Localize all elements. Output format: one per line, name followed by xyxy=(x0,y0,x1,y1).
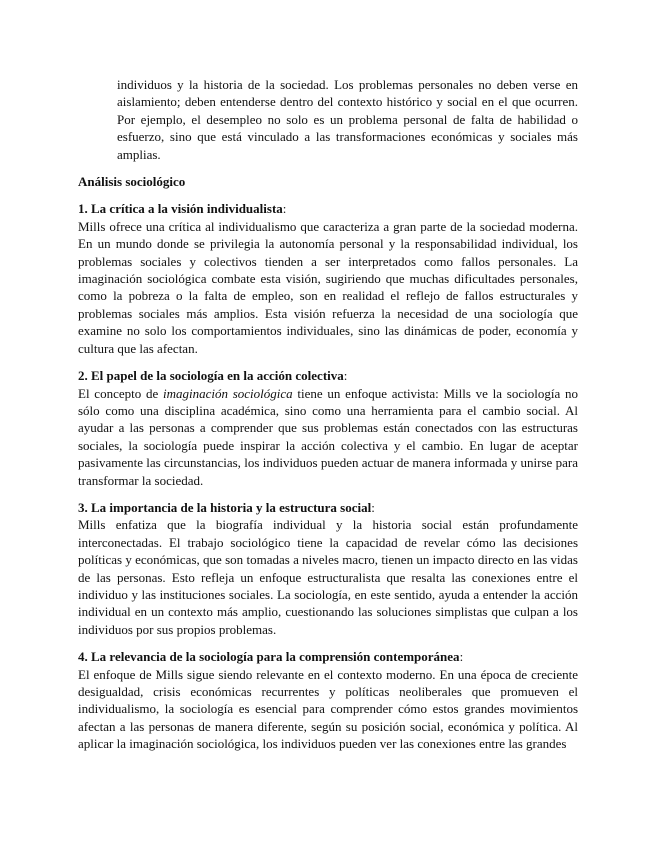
subsection-4-paragraph: El enfoque de Mills sigue siendo relevante en el contexto moderno. En una época de creciente desigualdad, crisis económicas recurrentes y políticas neoliberales que promueven el individualismo, la sociología es esencial para comprender cómo estos grandes movimientos afectan a las personas de manera diferente, según su posición social, económica y política. Al aplicar la imaginación sociológica, los individuos pueden ver las conexiones entre las grandes xyxy=(78,666,578,752)
subsection-3-paragraph: Mills enfatiza que la biografía individual y la historia social están profundamente interconectadas. El trabajo sociológico tiene la capacidad de revelar cómo las decisiones políticas y económicas, que son tomadas a niveles macro, tienen un impacto directo en las vidas de las personas. Esto refleja un enfoque estructuralista que resalta las conexiones entre el individuo y las instituciones sociales. La sociología, en este sentido, ayuda a entender la acción individual en un contexto más amplio, cuestionando las soluciones simplistas que culpan a los individuos por sus propios problemas. xyxy=(78,517,578,637)
subsection-2-heading xyxy=(78,367,578,384)
subsection-4-heading xyxy=(78,648,578,665)
subsection-2-text-after: tiene un enfoque activista: Mills ve la sociología no sólo como una disciplina académica, sino como una herramienta para el cambio social. Al ayudar a las personas a comprender que sus problemas están conectados con las estructuras sociales, la sociología puede inspirar la acción colectiva y el cambio. En lugar de aceptar pasivamente las circunstancias, los individuos pueden actuar de manera informada y unirse para transformar la sociedad. xyxy=(78,385,578,488)
intro-continuation-paragraph: individuos y la historia de la sociedad. Los problemas personales no deben verse en aislamiento; deben entenderse dentro del contexto histórico y social en el que ocurren. Por ejemplo, el desempleo no solo es un problema personal de falta de habilidad o esfuerzo, sino que está vinculado a las transformaciones económicas y sociales más amplias. xyxy=(117,77,578,162)
subsection-2-text-italic: imaginación sociológica xyxy=(162,385,293,401)
subsection-2-paragraph xyxy=(78,385,578,489)
subsection-4-heading-text: 4. La relevancia de la sociología para la comprensión contemporánea xyxy=(78,649,460,665)
subsection-3-heading-colon: : xyxy=(371,499,375,515)
subsection-3-heading xyxy=(78,499,578,516)
subsection-1-heading-colon: : xyxy=(282,201,287,217)
subsection-3-heading-text: 3. La importancia de la historia y la estructura social xyxy=(78,499,372,515)
subsection-2-heading-colon: : xyxy=(343,368,348,384)
subsection-2-heading-text: 2. El papel de la sociología en la acción colectiva xyxy=(78,368,344,384)
subsection-1-paragraph: Mills ofrece una crítica al individualismo que caracteriza a gran parte de la sociedad moderna. En un mundo donde se privilegia la autonomía personal y la responsabilidad individual, los problemas sociales y colectivos tienden a ser interpretados como fallos personales. La imaginación sociológica combate esta visión, sugiriendo que muchas dificultades personales, como la pobreza o la falta de empleo, son en realidad el reflejo de fallos estructurales y problemas sociales más amplios. Esta visión refuerza la necesidad de una sociología que examine no solo los comportamientos individuales, sino las dinámicas de poder, economía y cultura que las afectan. xyxy=(78,218,578,356)
subsection-1-heading xyxy=(78,200,578,217)
section-title: Análisis sociológico xyxy=(78,174,186,190)
subsection-4-heading-colon: : xyxy=(459,649,464,665)
subsection-2-text-before: El concepto de xyxy=(78,385,163,401)
subsection-1-heading-text: 1. La crítica a la visión individualista xyxy=(78,201,283,217)
document-page xyxy=(78,76,578,753)
